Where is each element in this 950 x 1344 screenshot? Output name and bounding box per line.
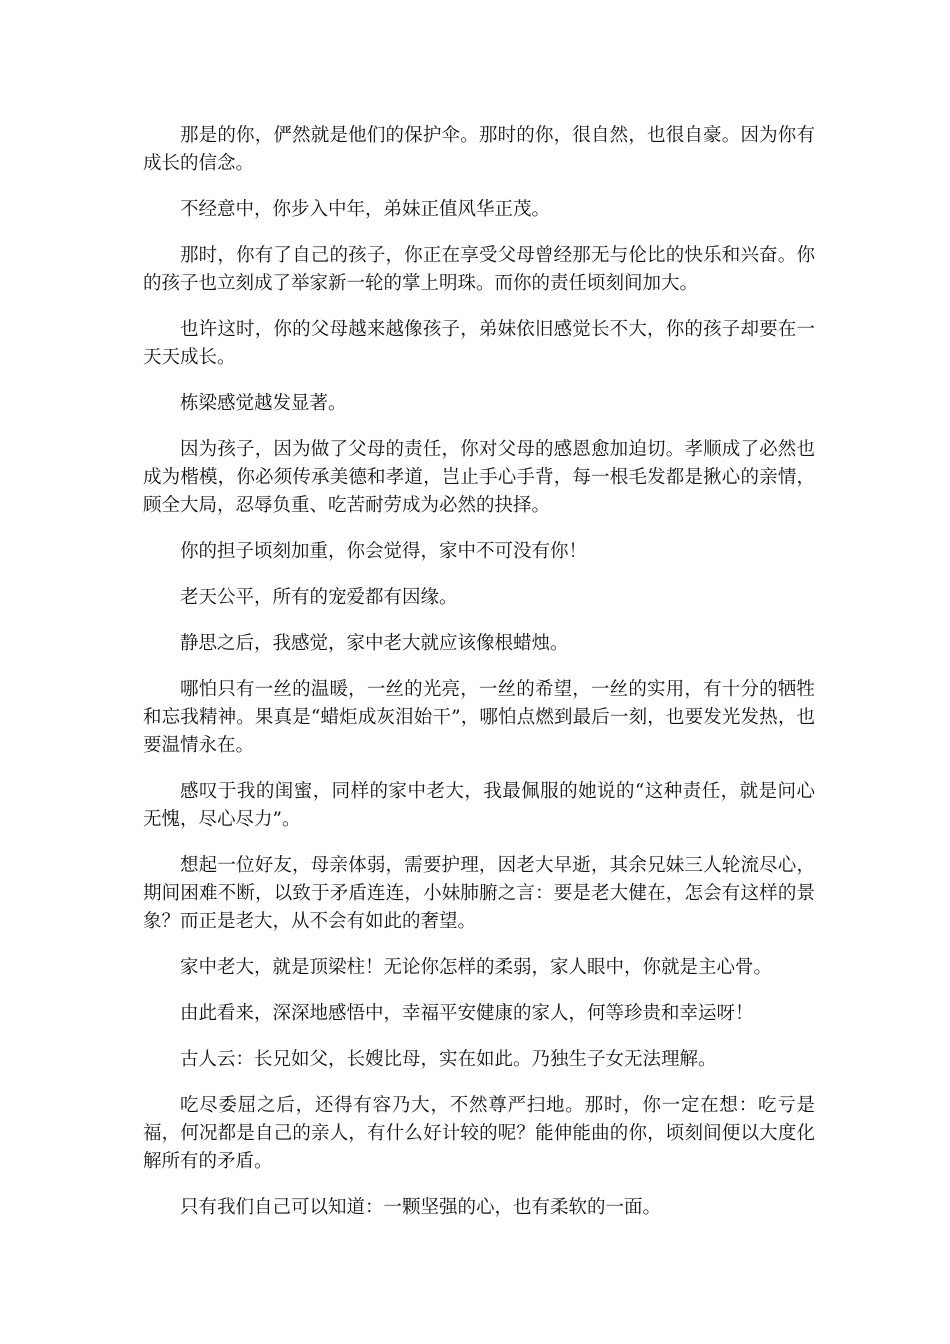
paragraph: 感叹于我的闺蜜，同样的家中老大，我最佩服的她说的“这种责任，就是问心无愧，尽心尽力”。 [143,781,815,830]
paragraph: 哪怕只有一丝的温暖，一丝的光亮，一丝的希望，一丝的实用，有十分的牺牲和忘我精神。果真是“蜡炬成灰泪始干”，哪怕点燃到最后一刻，也要发光发热，也要温情永在。 [143,679,815,756]
paragraph: 不经意中，你步入中年，弟妹正值风华正茂。 [180,199,551,220]
paragraph: 你的担子顷刻加重，你会觉得，家中不可没有你！ [180,541,588,562]
document-page [143,122,815,1240]
paragraph: 吃尽委屈之后，还得有容乃大，不然尊严扫地。那时，你一定在想：吃亏是福，何况都是自己的亲人，有什么好计较的呢？能伸能曲的你，顷刻间便以大度化解所有的矛盾。 [143,1095,815,1172]
paragraph: 那是的你，俨然就是他们的保护伞。那时的你，很自然，也很自豪。因为你有成长的信念。 [143,125,815,174]
paragraph: 古人云：长兄如父，长嫂比母，实在如此。乃独生子女无法理解。 [180,1049,717,1070]
paragraph: 静思之后，我感觉，家中老大就应该像根蜡烛。 [180,633,569,654]
paragraph: 因为孩子，因为做了父母的责任，你对父母的感恩愈加迫切。孝顺成了必然也成为楷模，你必须传承美德和孝道，岂止手心手背，每一根毛发都是揪心的亲情，顾全大局，忍辱负重、吃苦耐劳成为必然的抉择。 [143,439,815,516]
paragraph: 老天公平，所有的宠爱都有因缘。 [180,587,458,608]
paragraph: 家中老大，就是顶梁柱！无论你怎样的柔弱，家人眼中，你就是主心骨。 [180,957,773,978]
paragraph: 也许这时，你的父母越来越像孩子，弟妹依旧感觉长不大，你的孩子却要在一天天成长。 [143,319,815,368]
paragraph: 栋梁感觉越发显著。 [180,393,347,414]
paragraph: 由此看来，深深地感悟中，幸福平安健康的家人，何等珍贵和幸运呀！ [180,1003,754,1024]
paragraph: 只有我们自己可以知道：一颗坚强的心，也有柔软的一面。 [180,1197,662,1218]
paragraph: 想起一位好友，母亲体弱，需要护理，因老大早逝，其余兄妹三人轮流尽心，期间困难不断，以致于矛盾连连，小妹肺腑之言：要是老大健在，怎会有这样的景象？而正是老大，从不会有如此的奢望。 [143,855,815,932]
paragraph: 那时，你有了自己的孩子，你正在享受父母曾经那无与伦比的快乐和兴奋。你的孩子也立刻成了举家新一轮的掌上明珠。而你的责任顷刻间加大。 [143,245,815,294]
